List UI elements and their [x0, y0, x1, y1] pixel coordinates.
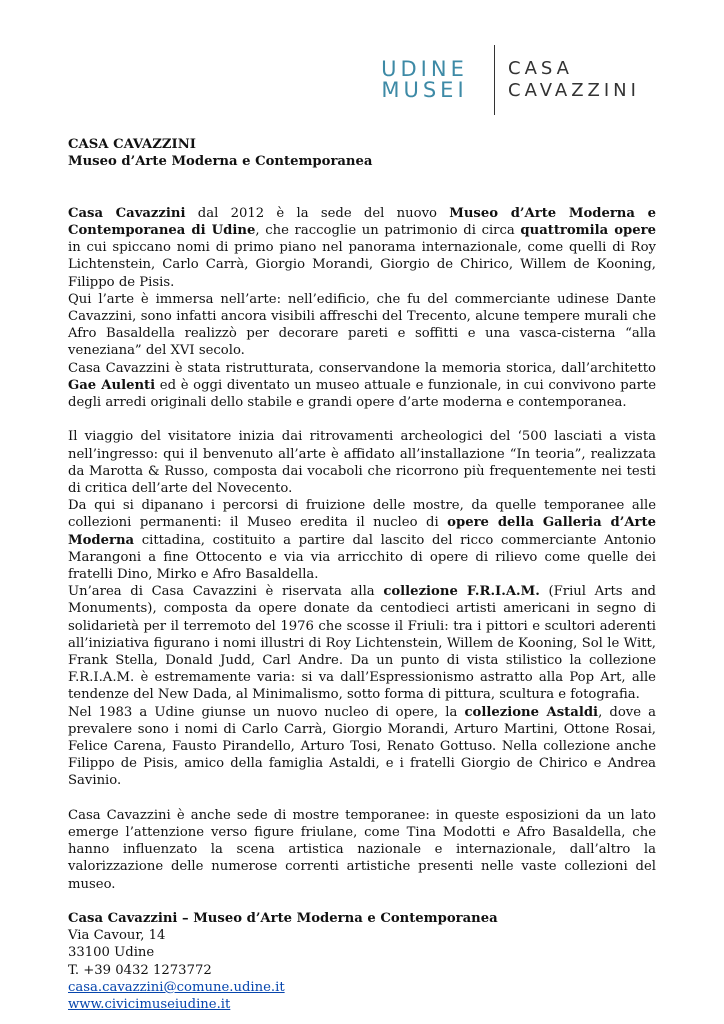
contact-website-link[interactable]: www.civicimuseiudine.it — [68, 997, 231, 1013]
paragraph-friam: Un’area di Casa Cavazzini è riservata alla collezione F.R.I.A.M. (Friul Arts and Monuments), composta da opere donate da centodieci artisti americani in segno di solidarietà per il terremoto del 1976 che scosse il Friuli: tra i pittori e scultori aderenti all’iniziativa figurano i nomi illustri di Roy Lichtenstein, Willem de Kooning, Sol le Witt, Frank Stella, Donald Judd, Carl Andre. Da un punto di vista stilistico la collezione F.R.I.A.M. è estremamente varia: si va dall’Espressionismo astratto alla Pop Art, alle tendenze del New Dada, al Minimalismo, sotto forma di pittura, scultura e fotografia. — [68, 584, 656, 703]
logo-casa: CASA — [508, 58, 573, 79]
document-body — [68, 136, 656, 1013]
paragraph-exhibitions: Casa Cavazzini è anche sede di mostre temporanee: in queste esposizioni da un lato emerge l’attenzione verso figure friulane, come Tina Modotti e Afro Basaldella, che hanno influenzato la scena artistica nazionale e internazionale, dall’altro la valorizzazione delle numerose correnti artistiche presenti nelle vaste collezioni del museo. — [68, 807, 656, 892]
doc-subtitle: Museo d’Arte Moderna e Contemporanea — [68, 154, 373, 170]
logo-left-block — [363, 59, 486, 101]
paragraph-gallery: Da qui si dipanano i percorsi di fruizione delle mostre, da quelle temporanee alle collezioni permanenti: il Museo eredita il nucleo di opere della Galleria d’Arte Moderna cittadina, costituito a partire dal lascito del ricco commerciante Antonio Marangoni a fine Ottocento e via via arricchito di opere di rilievo come quelle dei fratelli Dino, Mirko e Afro Basaldella. — [68, 498, 656, 583]
logo-right-block — [508, 58, 640, 102]
doc-title: CASA CAVAZZINI — [68, 137, 196, 152]
paragraph-astaldi: Nel 1983 a Udine giunse un nuovo nucleo di opere, la collezione Astaldi, dove a prevalere sono i nomi di Carlo Carrà, Giorgio Morandi, Arturo Martini, Ottone Rosai, Felice Carena, Fausto Pirandello, Arturo Tosi, Renato Gottuso. Nella collezione anche Filippo de Pisis, amico della famiglia Astaldi, e i fratelli Giorgio de Chirico e Andrea Savinio. — [68, 704, 657, 789]
contact-city: 33100 Udine — [68, 945, 155, 961]
logo-udine: UDINE — [381, 57, 468, 81]
contact-street: Via Cavour, 14 — [68, 928, 166, 944]
paragraph-intro: Casa Cavazzini dal 2012 è la sede del nuovo Museo d’Arte Moderna e Contemporanea di Udine, che raccoglie un patrimonio di circa quattromila opere in cui spiccano nomi di primo piano nel panorama internazionale, come quelli di Roy Lichtenstein, Carlo Carrà, Giorgio Morandi, Giorgio de Chirico, Willem de Kooning, Filippo de Pisis. — [68, 205, 656, 290]
contact-email-link[interactable]: casa.cavazzini@comune.udine.it — [68, 979, 285, 995]
udine-musei-logo — [363, 41, 655, 119]
contact-phone: T. +39 0432 1273772 — [68, 962, 212, 978]
paragraph-visit: Il viaggio del visitatore inizia dai ritrovamenti archeologici del ‘500 lasciati a vista nell’ingresso: qui il benvenuto all’arte è affidato all’installazione “In teoria”, realizzata da Marotta & Russo, composta dai vocaboli che ricorrono più frequentemente nei testi di critica dell’arte del Novecento. — [68, 429, 656, 497]
logo-divider — [494, 45, 495, 115]
logo-cavazzini: CAVAZZINI — [508, 80, 640, 101]
contact-name: Casa Cavazzini – Museo d’Arte Moderna e Contemporanea — [68, 911, 498, 927]
paragraph-restoration: Casa Cavazzini è stata ristrutturata, conservandone la memoria storica, dall’architetto Gae Aulenti ed è oggi diventato un museo attuale e funzionale, in cui convivono parte degli arredi originali dello stabile e grandi opere d’arte moderna e contemporanea. — [68, 360, 656, 411]
paragraph-building: Qui l’arte è immersa nell’arte: nell’edificio, che fu del commerciante udinese Dante Cavazzini, sono infatti ancora visibili affreschi del Trecento, alcune tempere murali che Afro Basaldella realizzò per decorare pareti e soffitti e una vasca-cisterna “alla veneziana” del XVI secolo. — [68, 291, 656, 359]
logo-musei: MUSEI — [381, 78, 468, 102]
